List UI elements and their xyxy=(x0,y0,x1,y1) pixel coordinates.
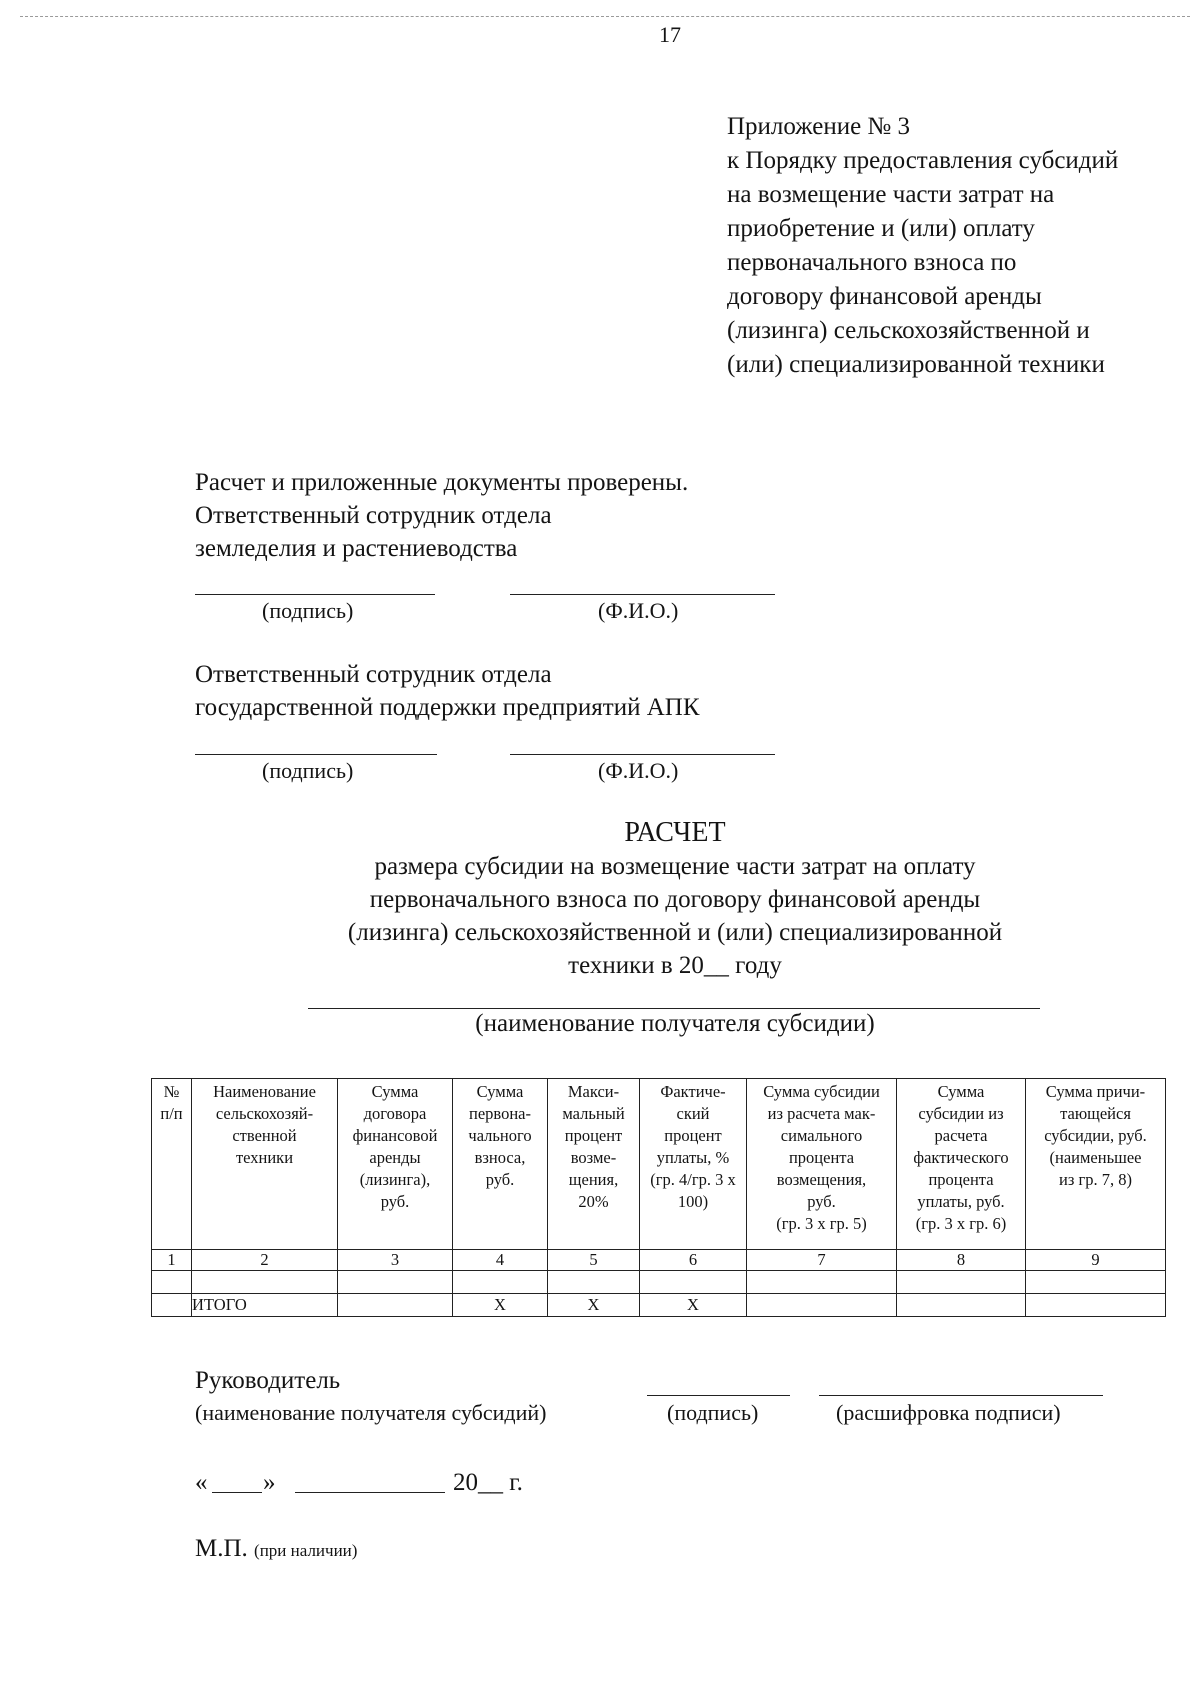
total-cell[interactable] xyxy=(338,1294,453,1317)
appendix-header xyxy=(727,110,1118,382)
column-number: 3 xyxy=(338,1250,453,1271)
column-number-row xyxy=(152,1250,1166,1271)
support-dept-block xyxy=(195,658,700,724)
column-number: 8 xyxy=(897,1250,1026,1271)
head-decode-line[interactable] xyxy=(819,1395,1103,1396)
appendix-line: Приложение № 3 xyxy=(727,113,911,140)
head-signature-caption: (подпись) xyxy=(667,1400,759,1425)
calculation-table xyxy=(151,1078,1166,1317)
subtitle-line: первоначального взноса по договору финансовой аренды xyxy=(369,886,981,913)
name-caption: (Ф.И.О.) xyxy=(598,598,679,623)
column-number: 9 xyxy=(1026,1250,1166,1271)
table-cell[interactable] xyxy=(640,1271,747,1294)
appendix-line: приобретение и (или) оплату xyxy=(727,215,1035,242)
table-cell[interactable] xyxy=(152,1271,192,1294)
appendix-line: к Порядку предоставления субсидий xyxy=(727,147,1119,174)
support-dept-line: Ответственный сотрудник отдела xyxy=(195,661,552,688)
total-row xyxy=(152,1294,1166,1317)
table-cell[interactable] xyxy=(453,1271,548,1294)
table-cell[interactable] xyxy=(897,1271,1026,1294)
column-number: 7 xyxy=(747,1250,897,1271)
verification-line: земледелия и растениеводства xyxy=(195,535,518,562)
document-title: РАСЧЕТ xyxy=(624,817,726,848)
table-row xyxy=(152,1271,1166,1294)
document-subtitle xyxy=(200,850,1150,982)
signature-caption: (подпись) xyxy=(262,758,354,783)
total-cell[interactable] xyxy=(1026,1294,1166,1317)
header-cell-1: № п/п xyxy=(152,1079,192,1250)
verification-block xyxy=(195,466,688,565)
total-cell[interactable] xyxy=(747,1294,897,1317)
recipient-line[interactable] xyxy=(308,1008,1040,1009)
header-cell-5: Макси- мальный процент возме- щения, 20% xyxy=(548,1079,640,1250)
table-cell[interactable] xyxy=(548,1271,640,1294)
total-cell: Х xyxy=(453,1294,548,1317)
head-label: Руководитель xyxy=(195,1367,341,1394)
date-month-line[interactable] xyxy=(295,1492,445,1493)
head-signature-line[interactable] xyxy=(647,1395,790,1396)
page-number: 17 xyxy=(659,22,681,47)
column-number: 5 xyxy=(548,1250,640,1271)
date-close-quote: » xyxy=(263,1469,276,1496)
verification-line: Ответственный сотрудник отдела xyxy=(195,502,552,529)
table-cell[interactable] xyxy=(747,1271,897,1294)
appendix-line: (или) специализированной техники xyxy=(727,351,1105,378)
stamp-note: (при наличии) xyxy=(254,1541,358,1560)
total-cell xyxy=(152,1294,192,1317)
header-cell-8: Сумма субсидии из расчета фактического процента уплаты, руб. (гр. 3 х гр. 6) xyxy=(897,1079,1026,1250)
header-cell-6: Фактиче- ский процент уплаты, % (гр. 4/гр. 3 х 100) xyxy=(640,1079,747,1250)
header-cell-3: Сумма договора финансовой аренды (лизинга), руб. xyxy=(338,1079,453,1250)
signature-line[interactable] xyxy=(195,754,437,755)
appendix-line: договору финансовой аренды xyxy=(727,283,1042,310)
column-number: 2 xyxy=(192,1250,338,1271)
verification-line: Расчет и приложенные документы проверены. xyxy=(195,469,689,496)
total-label: ИТОГО xyxy=(192,1294,338,1317)
name-line[interactable] xyxy=(510,754,775,755)
name-caption: (Ф.И.О.) xyxy=(598,758,679,783)
signature-caption: (подпись) xyxy=(262,598,354,623)
header-cell-4: Сумма первона- чального взноса, руб. xyxy=(453,1079,548,1250)
table-cell[interactable] xyxy=(1026,1271,1166,1294)
recipient-name-caption: (наименование получателя субсидий) xyxy=(195,1400,547,1425)
appendix-line: первоначального взноса по xyxy=(727,249,1017,276)
header-cell-9: Сумма причи- тающейся субсидии, руб. (наименьшее из гр. 7, 8) xyxy=(1026,1079,1166,1250)
head-decode-caption: (расшифровка подписи) xyxy=(836,1400,1061,1425)
recipient-caption: (наименование получателя субсидии) xyxy=(475,1010,875,1037)
stamp-label: М.П. xyxy=(195,1535,248,1562)
signature-line[interactable] xyxy=(195,594,435,595)
column-number: 4 xyxy=(453,1250,548,1271)
support-dept-line: государственной поддержки предприятий АПК xyxy=(195,694,700,721)
header-cell-2: Наименование сельскохозяй- ственной техники xyxy=(192,1079,338,1250)
subtitle-line: размера субсидии на возмещение части затрат на оплату xyxy=(374,853,976,880)
column-number: 6 xyxy=(640,1250,747,1271)
subtitle-line: (лизинга) сельскохозяйственной и (или) специализированной xyxy=(347,919,1003,946)
appendix-line: на возмещение части затрат на xyxy=(727,181,1055,208)
appendix-line: (лизинга) сельскохозяйственной и xyxy=(727,317,1090,344)
stamp-block xyxy=(195,1532,357,1567)
table-cell[interactable] xyxy=(338,1271,453,1294)
header-row xyxy=(152,1079,1166,1250)
date-day-line[interactable] xyxy=(212,1492,262,1493)
header-cell-7: Сумма субсидии из расчета мак- симального процента возмещения, руб. (гр. 3 х гр. 5) xyxy=(747,1079,897,1250)
date-year: 20__ г. xyxy=(453,1469,523,1496)
name-line[interactable] xyxy=(510,594,775,595)
top-scan-rule xyxy=(20,16,1190,17)
total-cell[interactable] xyxy=(897,1294,1026,1317)
total-cell: Х xyxy=(640,1294,747,1317)
subtitle-line: техники в 20__ году xyxy=(568,952,782,979)
column-number: 1 xyxy=(152,1250,192,1271)
total-cell: Х xyxy=(548,1294,640,1317)
table-cell[interactable] xyxy=(192,1271,338,1294)
date-open-quote: « xyxy=(195,1469,208,1496)
